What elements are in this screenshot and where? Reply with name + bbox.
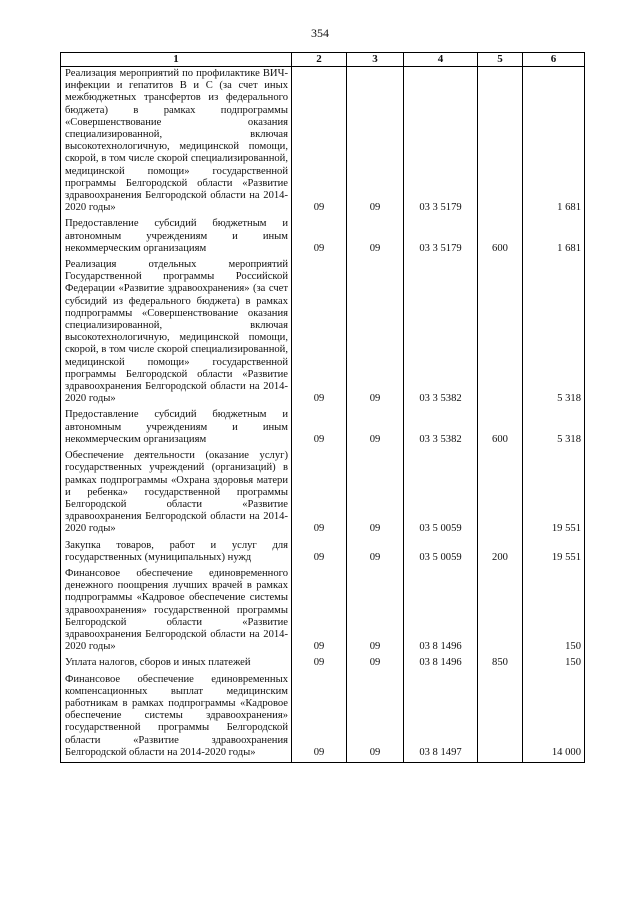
row-code-section: 09 [292, 539, 347, 567]
row-amount: 19 551 [523, 539, 585, 567]
row-description: Закупка товаров, работ и услуг для государственных (муниципальных) нужд [61, 539, 292, 567]
table-row [61, 449, 585, 538]
row-description: Финансовое обеспечение единовременных компенсационных выплат медицинским работникам в рамках подпрограммы «Кадровое обеспечение системы здравоохранения» государственной программы Белгородской области «Развитие здравоохранения Белгородской области на 2014-2020 годы» [61, 673, 292, 763]
row-expense-type: 600 [478, 408, 523, 449]
row-expense-type [478, 673, 523, 763]
row-target-code: 03 3 5382 [404, 258, 478, 408]
row-description: Реализация отдельных мероприятий Государственной программы Российской Федерации «Развитие здравоохранения» (за счет субсидий из федерального бюджета) в рамках подпрограммы «Совершенствование оказания специализированной, включая высокотехнологичную, медицинской помощи, скорой, в том числе скорой специализированной, медицинской помощи» государственной программы Белгородской области «Развитие здравоохранения Белгородской области на 2014-2020 годы» [61, 258, 292, 408]
row-code-section: 09 [292, 67, 347, 218]
row-code-section: 09 [292, 567, 347, 656]
row-target-code: 03 5 0059 [404, 449, 478, 538]
row-amount: 14 000 [523, 673, 585, 763]
row-code-subsection: 09 [347, 217, 404, 258]
row-target-code: 03 8 1497 [404, 673, 478, 763]
row-amount: 5 318 [523, 408, 585, 449]
row-code-subsection: 09 [347, 656, 404, 672]
row-expense-type: 600 [478, 217, 523, 258]
row-amount: 1 681 [523, 217, 585, 258]
row-expense-type [478, 258, 523, 408]
column-header: 1 [61, 53, 292, 67]
row-target-code: 03 3 5179 [404, 67, 478, 218]
row-expense-type [478, 67, 523, 218]
budget-table [60, 52, 585, 763]
table-row [61, 67, 585, 218]
row-code-subsection: 09 [347, 567, 404, 656]
row-code-subsection: 09 [347, 408, 404, 449]
row-code-section: 09 [292, 258, 347, 408]
row-description: Реализация мероприятий по профилактике ВИЧ-инфекции и гепатитов В и С (за счет иных межбюджетных трансфертов из федерального бюджета) в рамках подпрограммы «Совершенствование оказания специализированной, включая высокотехнологичную, медицинской помощи, скорой, в том числе скорой специализированной, медицинской помощи» государственной программы Белгородской области «Развитие здравоохранения Белгородской области на 2014-2020 годы» [61, 67, 292, 218]
row-code-section: 09 [292, 673, 347, 763]
row-amount: 150 [523, 656, 585, 672]
column-header: 5 [478, 53, 523, 67]
row-expense-type: 200 [478, 539, 523, 567]
row-expense-type [478, 449, 523, 538]
page-number: 354 [311, 26, 329, 40]
table-row [61, 217, 585, 258]
row-code-section: 09 [292, 449, 347, 538]
row-code-section: 09 [292, 656, 347, 672]
row-amount: 19 551 [523, 449, 585, 538]
row-description: Уплата налогов, сборов и иных платежей [61, 656, 292, 672]
row-target-code: 03 3 5382 [404, 408, 478, 449]
column-header: 4 [404, 53, 478, 67]
row-description: Предоставление субсидий бюджетным и автономным учреждениям и иным некоммерческим организациям [61, 217, 292, 258]
row-amount: 5 318 [523, 258, 585, 408]
table-row [61, 673, 585, 763]
row-expense-type: 850 [478, 656, 523, 672]
row-description: Финансовое обеспечение единовременного денежного поощрения лучших врачей в рамках подпрограммы «Кадровое обеспечение системы здравоохранения» государственной программы Белгородской области «Развитие здравоохранения Белгородской области на 2014-2020 годы» [61, 567, 292, 656]
row-description: Предоставление субсидий бюджетным и автономным учреждениям и иным некоммерческим организациям [61, 408, 292, 449]
table-row [61, 656, 585, 672]
row-target-code: 03 8 1496 [404, 656, 478, 672]
row-target-code: 03 3 5179 [404, 217, 478, 258]
table-row [61, 258, 585, 408]
row-target-code: 03 8 1496 [404, 567, 478, 656]
row-amount: 150 [523, 567, 585, 656]
row-code-subsection: 09 [347, 539, 404, 567]
row-code-section: 09 [292, 217, 347, 258]
row-code-subsection: 09 [347, 258, 404, 408]
row-amount: 1 681 [523, 67, 585, 218]
row-description: Обеспечение деятельности (оказание услуг) государственных учреждений (организаций) в рамках подпрограммы «Охрана здоровья матери и ребенка» государственной программы Белгородской области «Развитие здравоохранения Белгородской области на 2014-2020 годы» [61, 449, 292, 538]
row-code-subsection: 09 [347, 673, 404, 763]
row-code-section: 09 [292, 408, 347, 449]
row-code-subsection: 09 [347, 449, 404, 538]
row-target-code: 03 5 0059 [404, 539, 478, 567]
table-header-row [61, 53, 585, 67]
table-row [61, 567, 585, 656]
column-header: 3 [347, 53, 404, 67]
table-row [61, 408, 585, 449]
column-header: 6 [523, 53, 585, 67]
table-row [61, 539, 585, 567]
column-header: 2 [292, 53, 347, 67]
row-expense-type [478, 567, 523, 656]
row-code-subsection: 09 [347, 67, 404, 218]
